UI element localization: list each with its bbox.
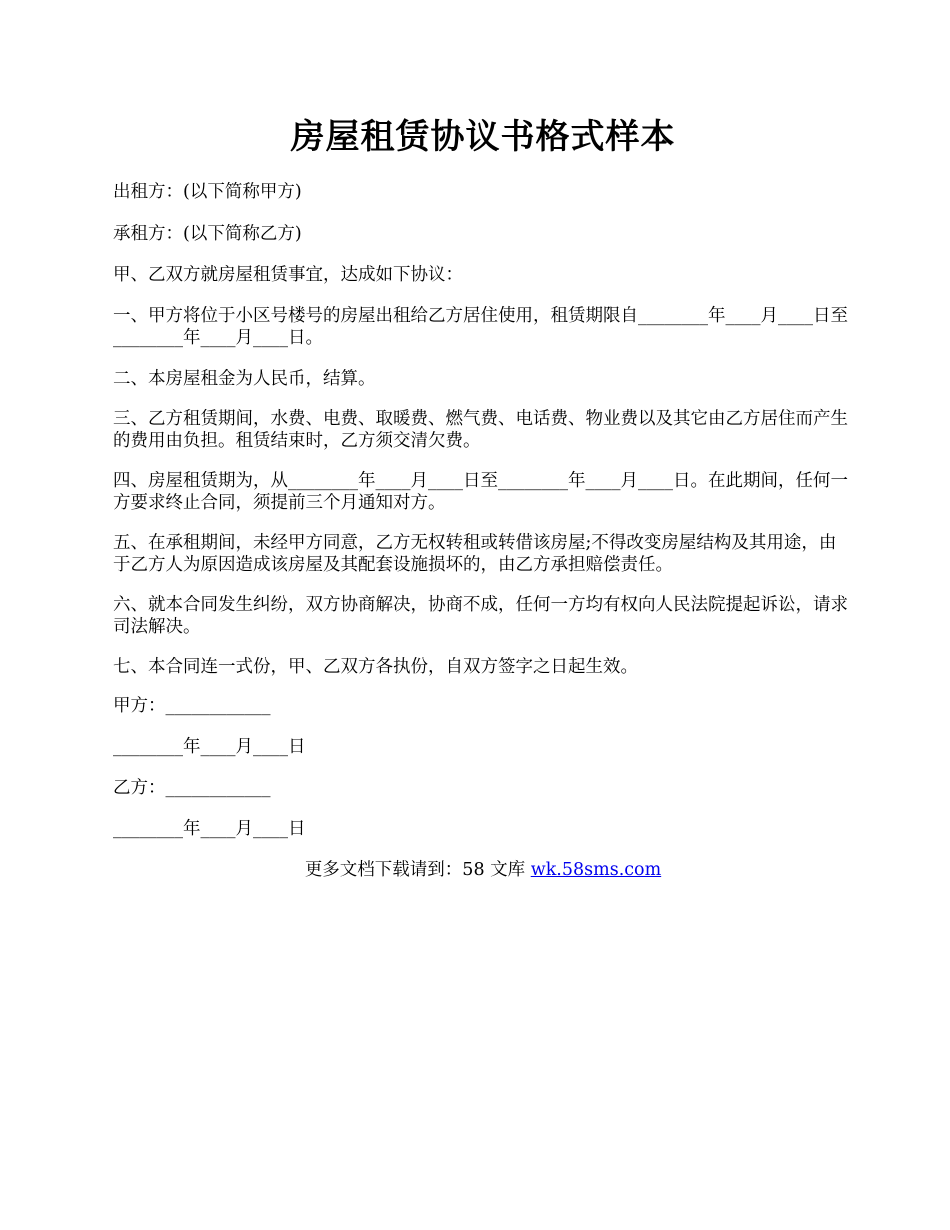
- download-footer: [113, 858, 853, 882]
- clause-7: 七、本合同连一式份，甲、乙双方各执份，自双方签字之日起生效。: [113, 657, 638, 677]
- clause-5: 五、在承租期间，未经甲方同意，乙方无权转租或转借该房屋;不得改变房屋结构及其用途，由于乙方人为原因造成该房屋及其配套设施损坏的，由乙方承担赔偿责任。: [113, 533, 837, 575]
- clause-4: 四、房屋租赁期为，从________年____月____日至________年____月____日。在此期间，任何一方要求终止合同，须提前三个月通知对方。: [113, 471, 848, 513]
- clause-6: 六、就本合同发生纠纷，双方协商解决，协商不成，任何一方均有权向人民法院提起诉讼，请求司法解决。: [113, 595, 848, 637]
- agreement-intro: 甲、乙双方就房屋租赁事宜，达成如下协议：: [113, 265, 463, 285]
- party-a-date: ________年____月____日: [113, 737, 306, 757]
- party-b-signature: 乙方：____________: [113, 778, 271, 798]
- lessee-line: 承租方：(以下简称乙方): [113, 224, 302, 244]
- clause-2: 二、本房屋租金为人民币，结算。: [113, 369, 376, 389]
- clause-3: 三、乙方租赁期间，水费、电费、取暖费、燃气费、电话费、物业费以及其它由乙方居住而产生的费用由负担。租赁结束时，乙方须交清欠费。: [113, 409, 848, 451]
- footer-text: 更多文档下载请到：58 文库: [304, 860, 531, 880]
- clause-1: 一、甲方将位于小区号楼号的房屋出租给乙方居住使用，租赁期限自________年____月____日至________年____月____日。: [113, 306, 848, 348]
- document-title: 房屋租赁协议书格式样本: [290, 117, 676, 157]
- footer-link[interactable]: wk.58sms.com: [530, 860, 662, 880]
- party-a-signature: 甲方：____________: [113, 696, 271, 716]
- party-b-date: ________年____月____日: [113, 819, 306, 839]
- lessor-line: 出租方：(以下简称甲方): [113, 182, 302, 202]
